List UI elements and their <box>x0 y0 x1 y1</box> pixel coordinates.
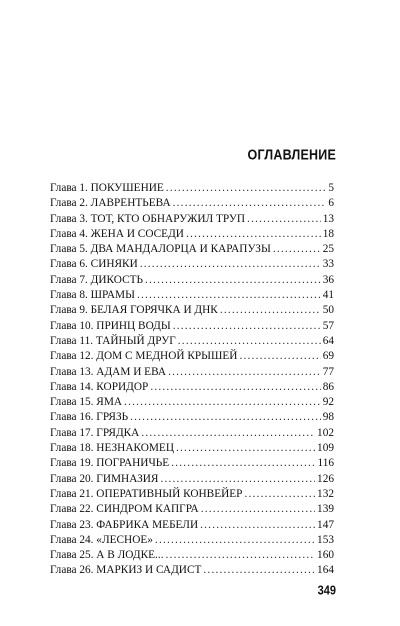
toc-entry-page: 164 <box>317 564 334 577</box>
toc-entry <box>50 334 334 349</box>
dot-leader <box>155 533 315 548</box>
dot-leader <box>141 426 315 441</box>
toc-entry-page: 116 <box>317 457 334 470</box>
dot-leader <box>137 288 321 303</box>
dot-leader <box>273 242 321 257</box>
toc-entry-page: 50 <box>322 304 334 317</box>
toc-entry <box>50 563 334 578</box>
toc-entry-page: 92 <box>322 396 334 409</box>
toc-entry-title: Глава 19. ПОГРАНИЧЬЕ <box>50 457 170 470</box>
toc-entry <box>50 441 334 456</box>
dot-leader <box>171 456 315 471</box>
dot-leader <box>186 227 321 242</box>
toc-entry-page: 13 <box>322 212 334 225</box>
toc-entry <box>50 227 334 242</box>
toc-entry-title: Глава 23. ФАБРИКА МЕБЕЛИ <box>50 518 199 531</box>
toc-entry-page: 64 <box>322 334 334 347</box>
toc-entry <box>50 257 334 272</box>
toc-entry <box>50 349 334 364</box>
dot-leader <box>166 548 316 563</box>
toc-entry-title: Глава 5. ДВА МАНДАЛОРЦА И КАРАПУЗЫ <box>50 243 271 256</box>
toc-entry-title: Глава 15. ЯМА <box>50 396 123 409</box>
dot-leader <box>173 196 327 211</box>
dot-leader <box>176 441 315 456</box>
toc-entry-title: Глава 24. «ЛЕСНОЕ» <box>50 533 153 546</box>
toc-entry <box>50 518 334 533</box>
toc-entry <box>50 365 334 380</box>
toc-entry <box>50 487 334 502</box>
toc-entry-title: Глава 7. ДИКОСТЬ <box>50 273 143 286</box>
toc-entry <box>50 502 334 517</box>
toc-entry-page: 98 <box>322 411 334 424</box>
toc-entry-page: 5 <box>328 182 334 194</box>
toc-entry <box>50 472 334 487</box>
dot-leader <box>145 273 321 288</box>
dot-leader <box>173 319 321 334</box>
dot-leader <box>220 303 321 318</box>
toc-entry-title: Глава 12. ДОМ С МЕДНОЙ КРЫШЕЙ <box>50 350 238 363</box>
toc-entry <box>50 303 334 318</box>
toc-entry-title: Глава 20. ГИМНАЗИЯ <box>50 472 159 485</box>
toc-entry <box>50 410 334 425</box>
toc-entry-title: Глава 26. МАРКИЗ И САДИСТ <box>50 564 202 577</box>
toc-entry-title: Глава 11. ТАЙНЫЙ ДРУГ <box>50 334 176 347</box>
dot-leader <box>160 472 315 487</box>
toc-entry <box>50 548 334 563</box>
toc-entry-title: Глава 21. ОПЕРАТИВНЫЙ КОНВЕЙЕР <box>50 487 243 500</box>
toc-entry-title: Глава 25. А В ЛОДКЕ... <box>50 549 164 562</box>
toc-entry-page: 102 <box>317 426 334 439</box>
toc-entry <box>50 533 334 548</box>
dot-leader <box>203 563 315 578</box>
toc-entry-title: Глава 4. ЖЕНА И СОСЕДИ <box>50 227 184 240</box>
toc-entry <box>50 196 334 211</box>
toc-entry-title: Глава 10. ПРИНЦ ВОДЫ <box>50 319 171 332</box>
toc-entry-page: 77 <box>322 365 334 378</box>
toc-entry-title: Глава 17. ГРЯДКА <box>50 426 140 439</box>
toc-entry-page: 33 <box>322 258 334 271</box>
toc-entry-title: Глава 1. ПОКУШЕНИЕ <box>50 182 164 194</box>
toc-entry-page: 126 <box>317 472 334 485</box>
toc-entry <box>50 426 334 441</box>
toc-entry <box>50 181 334 196</box>
toc-entry-page: 6 <box>328 197 334 210</box>
toc-entry-page: 109 <box>317 442 334 455</box>
dot-leader <box>166 181 327 196</box>
toc-entry <box>50 395 334 410</box>
dot-leader <box>130 410 321 425</box>
dot-leader <box>239 349 320 364</box>
page-title: ОГЛАВЛЕНИЕ <box>247 146 336 164</box>
toc-entry-page: 86 <box>322 380 334 393</box>
toc-entry-title: Глава 16. ГРЯЗЬ <box>50 411 129 424</box>
toc-entry <box>50 242 334 257</box>
toc-entry-page: 132 <box>317 487 334 500</box>
toc-entry-page: 160 <box>317 549 334 562</box>
toc-entry <box>50 456 334 471</box>
toc-entry-page: 41 <box>322 289 334 302</box>
toc-entry-page: 69 <box>322 350 334 363</box>
toc-entry <box>50 273 334 288</box>
dot-leader <box>150 380 320 395</box>
toc-entry-title: Глава 6. СИНЯКИ <box>50 258 138 271</box>
toc-entry-title: Глава 3. ТОТ, КТО ОБНАРУЖИЛ ТРУП <box>50 212 246 225</box>
dot-leader <box>247 212 321 227</box>
toc-entry <box>50 212 334 227</box>
dot-leader <box>178 334 321 349</box>
dot-leader <box>168 365 321 380</box>
dot-leader <box>124 395 321 410</box>
toc-entry-title: Глава 14. КОРИДОР <box>50 380 149 393</box>
dot-leader <box>140 257 321 272</box>
toc-entry-page: 147 <box>317 518 334 531</box>
toc-entry <box>50 288 334 303</box>
toc-entry-title: Глава 2. ЛАВРЕНТЬЕВА <box>50 197 171 210</box>
toc-entry-page: 57 <box>322 319 334 332</box>
toc-entry-title: Глава 8. ШРАМЫ <box>50 289 135 302</box>
toc-entry-title: Глава 18. НЕЗНАКОМЕЦ <box>50 442 174 455</box>
toc-entry-page: 139 <box>317 503 334 516</box>
dot-leader <box>200 518 315 533</box>
toc-entry-page: 25 <box>322 243 334 256</box>
toc-entry-page: 36 <box>322 273 334 286</box>
dot-leader <box>244 487 315 502</box>
dot-leader <box>201 502 315 517</box>
page-number: 349 <box>317 584 336 598</box>
toc-entry-title: Глава 22. СИНДРОМ КАПГРА <box>50 503 199 516</box>
toc-entry-title: Глава 9. БЕЛАЯ ГОРЯЧКА И ДНК <box>50 304 218 317</box>
toc-entry-page: 153 <box>317 533 334 546</box>
toc-entry <box>50 319 334 334</box>
toc-entry-title: Глава 13. АДАМ И ЕВА <box>50 365 167 378</box>
table-of-contents <box>50 181 334 579</box>
toc-entry <box>50 380 334 395</box>
toc-entry-page: 18 <box>322 227 334 240</box>
